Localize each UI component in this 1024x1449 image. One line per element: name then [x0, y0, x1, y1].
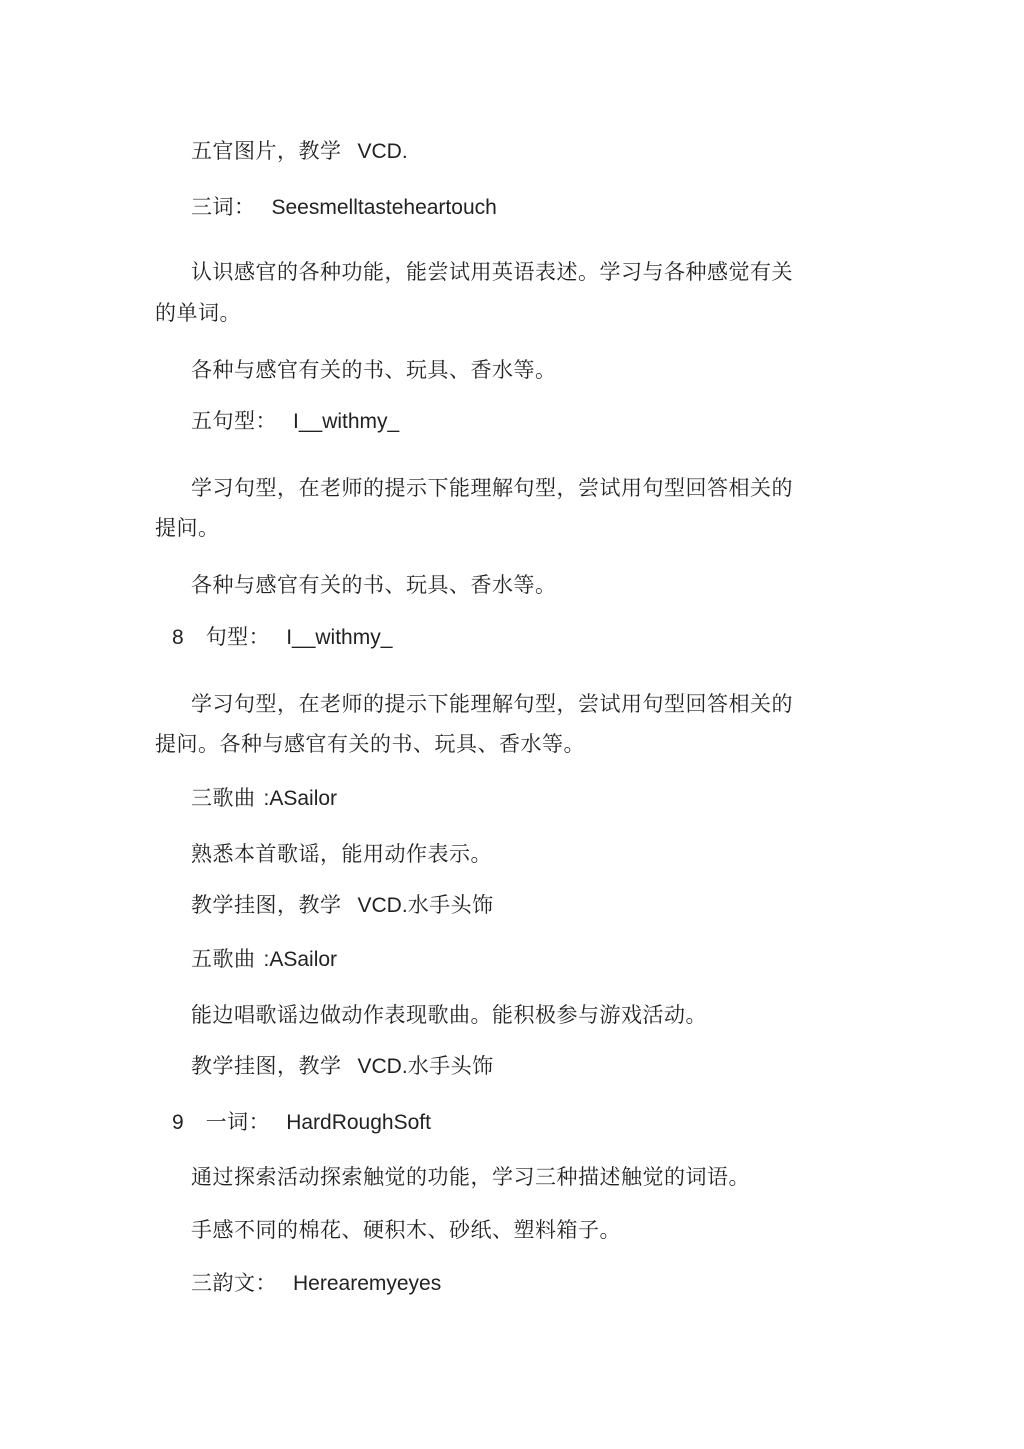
- line-materials-2: 各种与感官有关的书、玩具、香水等。: [191, 358, 557, 382]
- line-unit-9: 9 一词： HardRoughSoft: [172, 1110, 431, 1134]
- line-materials-6: 手感不同的棉花、硬积木、砂纸、塑料箱子。: [191, 1218, 621, 1242]
- line-goal-4: 熟悉本首歌谣，能用动作表示。: [191, 842, 492, 866]
- line-goal-2a: 学习句型，在老师的提示下能理解句型，尝试用句型回答相关的: [191, 476, 793, 500]
- line-goal-2b: 提问。: [155, 516, 220, 540]
- line-goal-1b: 的单词。: [155, 301, 241, 325]
- line-rhyme-1: 三韵文： Herearemyeyes: [191, 1271, 442, 1295]
- line-materials-5: 教学挂图，教学 VCD.水手头饰: [191, 1054, 494, 1078]
- line-materials-4: 教学挂图，教学 VCD.水手头饰: [191, 893, 494, 917]
- line-unit-8: 8 句型： I__withmy_: [172, 625, 393, 649]
- line-goal-3a: 学习句型，在老师的提示下能理解句型，尝试用句型回答相关的: [191, 692, 793, 716]
- line-goal-6: 通过探索活动探索触觉的功能，学习三种描述触觉的词语。: [191, 1165, 750, 1189]
- line-goal-5: 能边唱歌谣边做动作表现歌曲。能积极参与游戏活动。: [191, 1003, 707, 1027]
- line-song-2: 五歌曲 :ASailor: [191, 947, 338, 971]
- line-sentence-1: 五句型： I__withmy_: [191, 409, 400, 433]
- line-song-1: 三歌曲 :ASailor: [191, 786, 338, 810]
- line-goal-3b: 提问。各种与感官有关的书、玩具、香水等。: [155, 732, 585, 756]
- line-materials-3: 各种与感官有关的书、玩具、香水等。: [191, 573, 557, 597]
- line-goal-1a: 认识感官的各种功能，能尝试用英语表述。学习与各种感觉有关: [191, 260, 793, 284]
- line-materials-1: 五官图片，教学 VCD.: [191, 139, 408, 163]
- line-words-1: 三词： Seesmelltasteheartouch: [191, 195, 497, 219]
